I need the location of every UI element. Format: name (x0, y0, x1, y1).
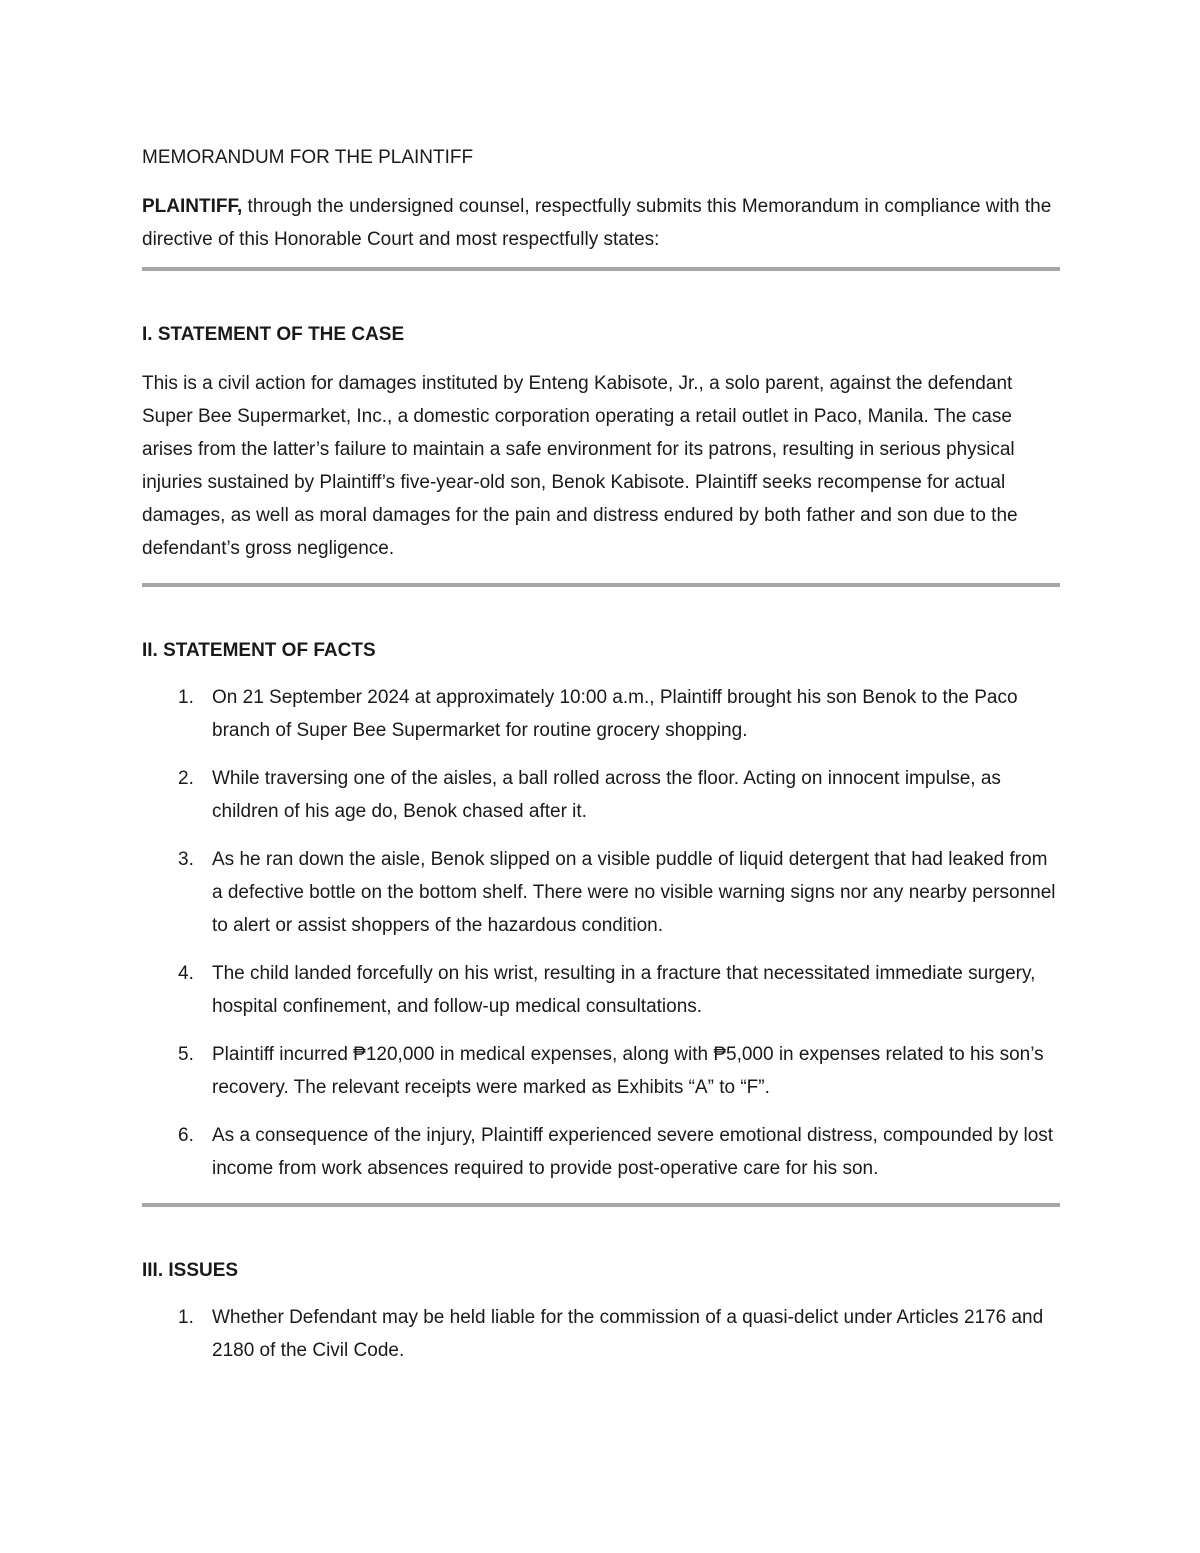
list-item (142, 957, 1060, 1023)
memorandum-page (142, 140, 1060, 1367)
list-item (142, 1119, 1060, 1185)
heading-issues: III. ISSUES (142, 1260, 239, 1281)
list-number: 4. (178, 963, 194, 984)
list-text: Whether Defendant may be held liable for the commission of a quasi-delict under Articles 2176 and 2180 of the Civil Code. (212, 1307, 1044, 1361)
list-item (142, 843, 1060, 942)
list-text: The child landed forcefully on his wrist, resulting in a fracture that necessitated immediate surgery, hospital confinement, and follow-up medical consultations. (212, 963, 1036, 1017)
list-text: On 21 September 2024 at approximately 10:00 a.m., Plaintiff brought his son Benok to the Paco branch of Super Bee Supermarket for routine grocery shopping. (212, 687, 1018, 741)
section-divider (142, 267, 1060, 271)
list-number: 2. (178, 768, 194, 789)
section-divider (142, 1203, 1060, 1207)
intro-paragraph (142, 190, 1060, 256)
list-item (142, 1301, 1060, 1367)
list-item (142, 762, 1060, 828)
list-number: 1. (178, 1307, 194, 1328)
list-item (142, 1038, 1060, 1104)
list-text: As a consequence of the injury, Plaintiff experienced severe emotional distress, compounded by lost income from work absences required to provide post-operative care for his son. (212, 1125, 1054, 1179)
list-number: 3. (178, 849, 194, 870)
facts-list (142, 681, 1060, 1185)
list-item (142, 681, 1060, 747)
document-title: MEMORANDUM FOR THE PLAINTIFF (142, 147, 474, 168)
list-number: 6. (178, 1125, 194, 1146)
intro-lead: PLAINTIFF, (142, 196, 243, 217)
heading-statement-of-case: I. STATEMENT OF THE CASE (142, 324, 405, 345)
list-text: Plaintiff incurred ₱120,000 in medical expenses, along with ₱5,000 in expenses related to his son’s recovery. The relevant receipts were marked as Exhibits “A” to “F”. (212, 1044, 1044, 1098)
issues-list (142, 1301, 1060, 1367)
heading-statement-of-facts: II. STATEMENT OF FACTS (142, 640, 376, 661)
case-paragraph: This is a civil action for damages instituted by Enteng Kabisote, Jr., a solo parent, against the defendant Super Bee Supermarket, Inc., a domestic corporation operating a retail outlet in Paco, Manila. The case arises from the latter’s failure to maintain a safe environment for its patrons, resulting in serious physical injuries sustained by Plaintiff’s five-year-old son, Benok Kabisote. Plaintiff seeks recompense for actual damages, as well as moral damages for the pain and distress endured by both father and son due to the defendant’s gross negligence. (142, 373, 1018, 559)
intro-text: through the undersigned counsel, respectfully submits this Memorandum in compliance with the directive of this Honorable Court and most respectfully states: (142, 196, 1052, 250)
list-number: 1. (178, 687, 194, 708)
section-divider (142, 583, 1060, 587)
list-text: As he ran down the aisle, Benok slipped on a visible puddle of liquid detergent that had leaked from a defective bottle on the bottom shelf. There were no visible warning signs nor any nearby personnel to alert or assist shoppers of the hazardous condition. (212, 849, 1056, 936)
list-number: 5. (178, 1044, 194, 1065)
list-text: While traversing one of the aisles, a ball rolled across the floor. Acting on innocent impulse, as children of his age do, Benok chased after it. (212, 768, 1001, 822)
